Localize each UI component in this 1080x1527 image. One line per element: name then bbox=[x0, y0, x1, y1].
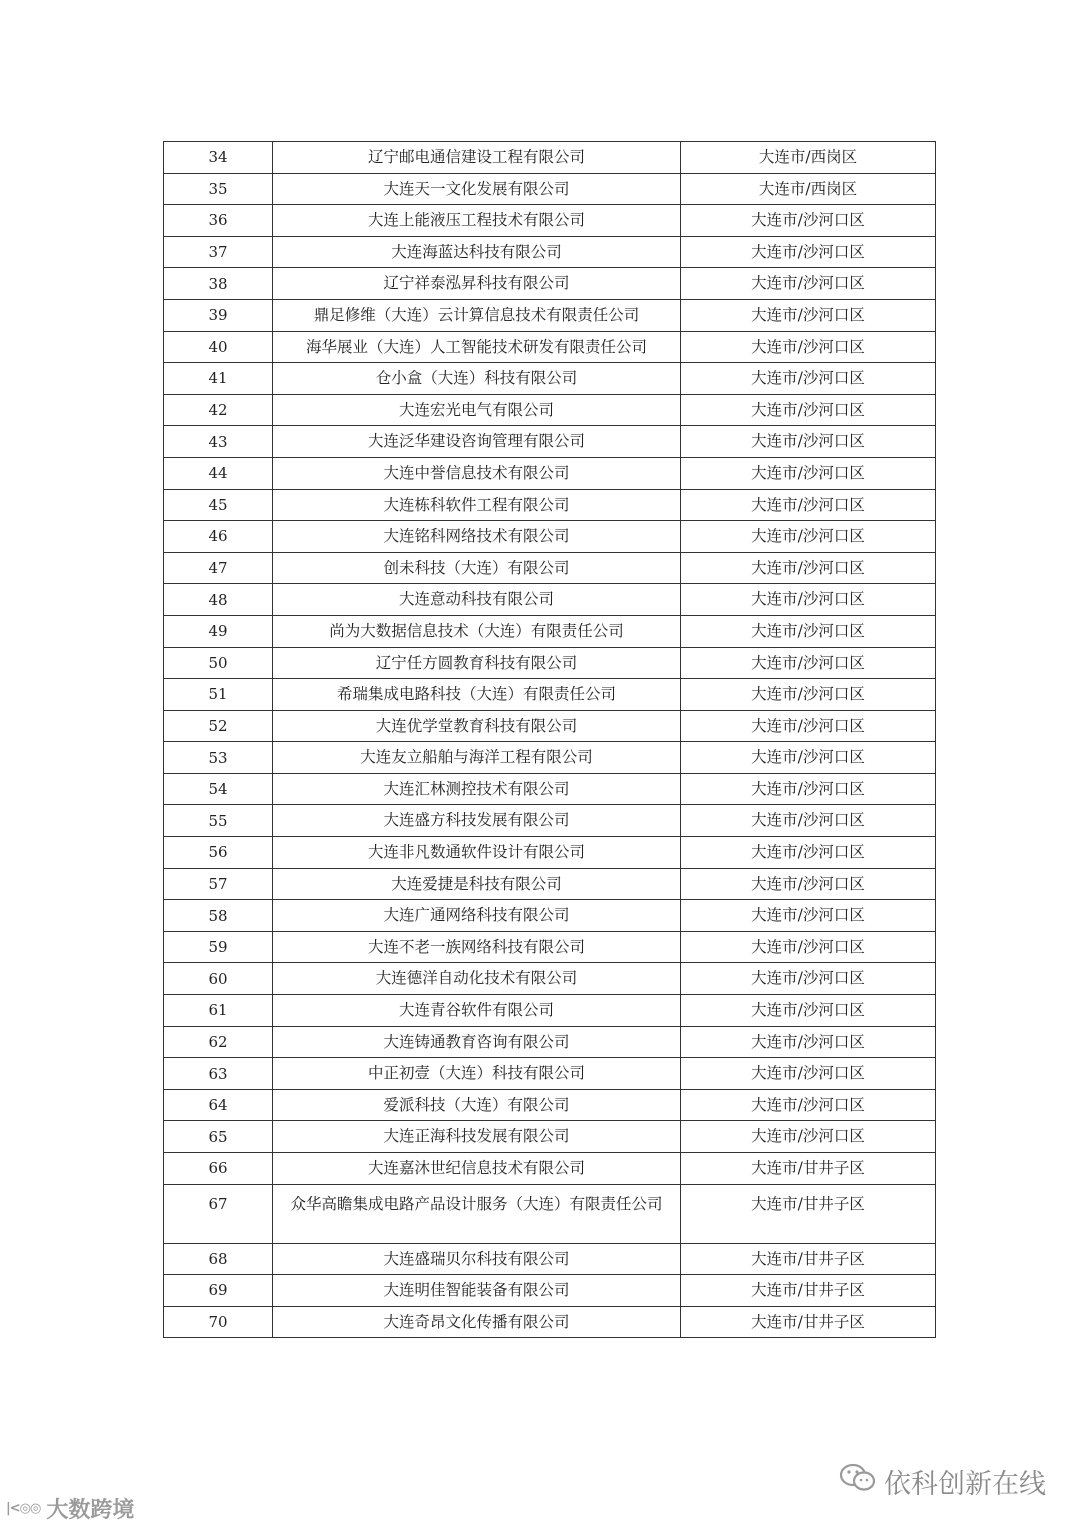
company-region: 大连市/沙河口区 bbox=[681, 331, 936, 363]
company-region: 大连市/沙河口区 bbox=[681, 299, 936, 331]
company-name: 海华展业（大连）人工智能技术研发有限责任公司 bbox=[273, 331, 681, 363]
table-row bbox=[164, 1089, 936, 1121]
company-region: 大连市/沙河口区 bbox=[681, 647, 936, 679]
company-region: 大连市/甘井子区 bbox=[681, 1306, 936, 1338]
company-region: 大连市/沙河口区 bbox=[681, 394, 936, 426]
company-name: 大连德洋自动化技术有限公司 bbox=[273, 963, 681, 995]
row-number: 46 bbox=[164, 521, 273, 553]
company-region: 大连市/甘井子区 bbox=[681, 1184, 936, 1243]
row-number: 48 bbox=[164, 584, 273, 616]
table-row bbox=[164, 868, 936, 900]
company-name: 大连非凡数通软件设计有限公司 bbox=[273, 837, 681, 869]
company-region: 大连市/沙河口区 bbox=[681, 679, 936, 711]
company-region: 大连市/沙河口区 bbox=[681, 268, 936, 300]
row-number: 38 bbox=[164, 268, 273, 300]
row-number: 64 bbox=[164, 1089, 273, 1121]
company-name: 希瑞集成电路科技（大连）有限责任公司 bbox=[273, 679, 681, 711]
table-row bbox=[164, 1275, 936, 1307]
company-name: 大连爱捷是科技有限公司 bbox=[273, 868, 681, 900]
table-row bbox=[164, 205, 936, 237]
table-row bbox=[164, 552, 936, 584]
company-name: 爱派科技（大连）有限公司 bbox=[273, 1089, 681, 1121]
company-name: 大连优学堂教育科技有限公司 bbox=[273, 710, 681, 742]
company-region: 大连市/沙河口区 bbox=[681, 742, 936, 774]
company-name: 中正初壹（大连）科技有限公司 bbox=[273, 1058, 681, 1090]
row-number: 44 bbox=[164, 457, 273, 489]
company-name: 大连嘉沐世纪信息技术有限公司 bbox=[273, 1153, 681, 1185]
table-row bbox=[164, 963, 936, 995]
row-number: 55 bbox=[164, 805, 273, 837]
wechat-icon bbox=[838, 1461, 878, 1502]
row-number: 49 bbox=[164, 615, 273, 647]
row-number: 50 bbox=[164, 647, 273, 679]
table-row bbox=[164, 173, 936, 205]
watermark-account bbox=[838, 1461, 1046, 1501]
table-row bbox=[164, 331, 936, 363]
company-region: 大连市/西岗区 bbox=[681, 142, 936, 174]
company-name: 大连友立船舶与海洋工程有限公司 bbox=[273, 742, 681, 774]
company-region: 大连市/沙河口区 bbox=[681, 868, 936, 900]
company-name: 大连意动科技有限公司 bbox=[273, 584, 681, 616]
company-name: 大连广通网络科技有限公司 bbox=[273, 900, 681, 932]
table-row bbox=[164, 679, 936, 711]
row-number: 54 bbox=[164, 773, 273, 805]
table-row bbox=[164, 1306, 936, 1338]
watermark-brand bbox=[6, 1492, 134, 1524]
company-region: 大连市/沙河口区 bbox=[681, 489, 936, 521]
row-number: 57 bbox=[164, 868, 273, 900]
row-number: 60 bbox=[164, 963, 273, 995]
company-region: 大连市/沙河口区 bbox=[681, 931, 936, 963]
company-list-table bbox=[163, 141, 936, 1338]
brand-logo-icon: |<◎◎ bbox=[6, 1500, 41, 1516]
watermark-account-text: 依科创新在线 bbox=[884, 1468, 1046, 1500]
row-number: 68 bbox=[164, 1243, 273, 1275]
table-row bbox=[164, 1243, 936, 1275]
company-region: 大连市/沙河口区 bbox=[681, 1058, 936, 1090]
company-region: 大连市/沙河口区 bbox=[681, 1089, 936, 1121]
row-number: 65 bbox=[164, 1121, 273, 1153]
company-region: 大连市/沙河口区 bbox=[681, 1026, 936, 1058]
table-row bbox=[164, 489, 936, 521]
row-number: 69 bbox=[164, 1275, 273, 1307]
table-row bbox=[164, 142, 936, 174]
company-name: 大连海蓝达科技有限公司 bbox=[273, 236, 681, 268]
company-region: 大连市/沙河口区 bbox=[681, 584, 936, 616]
row-number: 40 bbox=[164, 331, 273, 363]
company-name: 尚为大数据信息技术（大连）有限责任公司 bbox=[273, 615, 681, 647]
company-name: 辽宁祥泰泓昇科技有限公司 bbox=[273, 268, 681, 300]
row-number: 35 bbox=[164, 173, 273, 205]
company-region: 大连市/沙河口区 bbox=[681, 615, 936, 647]
company-region: 大连市/沙河口区 bbox=[681, 837, 936, 869]
table-row bbox=[164, 394, 936, 426]
company-name: 大连盛方科技发展有限公司 bbox=[273, 805, 681, 837]
table-row bbox=[164, 426, 936, 458]
table-row bbox=[164, 268, 936, 300]
company-region: 大连市/西岗区 bbox=[681, 173, 936, 205]
row-number: 45 bbox=[164, 489, 273, 521]
company-name: 大连栋科软件工程有限公司 bbox=[273, 489, 681, 521]
company-region: 大连市/沙河口区 bbox=[681, 963, 936, 995]
company-name: 众华高瞻集成电路产品设计服务（大连）有限责任公司 bbox=[273, 1184, 681, 1243]
table-row bbox=[164, 299, 936, 331]
company-name: 大连中誉信息技术有限公司 bbox=[273, 457, 681, 489]
company-region: 大连市/沙河口区 bbox=[681, 363, 936, 395]
company-region: 大连市/沙河口区 bbox=[681, 457, 936, 489]
row-number: 43 bbox=[164, 426, 273, 458]
row-number: 62 bbox=[164, 1026, 273, 1058]
company-name: 大连青谷软件有限公司 bbox=[273, 995, 681, 1027]
company-region: 大连市/甘井子区 bbox=[681, 1275, 936, 1307]
company-name: 大连明佳智能装备有限公司 bbox=[273, 1275, 681, 1307]
row-number: 52 bbox=[164, 710, 273, 742]
row-number: 63 bbox=[164, 1058, 273, 1090]
row-number: 47 bbox=[164, 552, 273, 584]
company-name: 大连铸通教育咨询有限公司 bbox=[273, 1026, 681, 1058]
table-row bbox=[164, 615, 936, 647]
table-row bbox=[164, 805, 936, 837]
table-row bbox=[164, 457, 936, 489]
row-number: 39 bbox=[164, 299, 273, 331]
company-name: 大连宏光电气有限公司 bbox=[273, 394, 681, 426]
company-region: 大连市/甘井子区 bbox=[681, 1243, 936, 1275]
company-name: 大连上能液压工程技术有限公司 bbox=[273, 205, 681, 237]
company-region: 大连市/沙河口区 bbox=[681, 236, 936, 268]
row-number: 67 bbox=[164, 1184, 273, 1243]
table-row bbox=[164, 1153, 936, 1185]
company-name: 大连汇林测控技术有限公司 bbox=[273, 773, 681, 805]
row-number: 41 bbox=[164, 363, 273, 395]
table-row bbox=[164, 521, 936, 553]
watermark-brand-text: 大数跨境 bbox=[46, 1497, 135, 1523]
row-number: 53 bbox=[164, 742, 273, 774]
row-number: 66 bbox=[164, 1153, 273, 1185]
company-region: 大连市/沙河口区 bbox=[681, 426, 936, 458]
company-name: 创未科技（大连）有限公司 bbox=[273, 552, 681, 584]
table-row bbox=[164, 1121, 936, 1153]
table-row bbox=[164, 995, 936, 1027]
table-body bbox=[164, 142, 936, 1338]
company-name: 辽宁邮电通信建设工程有限公司 bbox=[273, 142, 681, 174]
company-region: 大连市/沙河口区 bbox=[681, 995, 936, 1027]
company-name: 大连奇昂文化传播有限公司 bbox=[273, 1306, 681, 1338]
company-region: 大连市/甘井子区 bbox=[681, 1153, 936, 1185]
company-name: 大连不老一族网络科技有限公司 bbox=[273, 931, 681, 963]
company-region: 大连市/沙河口区 bbox=[681, 521, 936, 553]
row-number: 37 bbox=[164, 236, 273, 268]
table-row bbox=[164, 900, 936, 932]
company-region: 大连市/沙河口区 bbox=[681, 1121, 936, 1153]
company-region: 大连市/沙河口区 bbox=[681, 710, 936, 742]
table-row bbox=[164, 837, 936, 869]
company-region: 大连市/沙河口区 bbox=[681, 773, 936, 805]
row-number: 51 bbox=[164, 679, 273, 711]
company-region: 大连市/沙河口区 bbox=[681, 205, 936, 237]
company-name: 大连盛瑞贝尔科技有限公司 bbox=[273, 1243, 681, 1275]
company-name: 鼎足修维（大连）云计算信息技术有限责任公司 bbox=[273, 299, 681, 331]
row-number: 42 bbox=[164, 394, 273, 426]
row-number: 36 bbox=[164, 205, 273, 237]
row-number: 56 bbox=[164, 837, 273, 869]
company-name: 大连正海科技发展有限公司 bbox=[273, 1121, 681, 1153]
table-row bbox=[164, 236, 936, 268]
company-region: 大连市/沙河口区 bbox=[681, 552, 936, 584]
table-row bbox=[164, 773, 936, 805]
table-row bbox=[164, 931, 936, 963]
table-row bbox=[164, 1026, 936, 1058]
row-number: 34 bbox=[164, 142, 273, 174]
table-row bbox=[164, 363, 936, 395]
row-number: 59 bbox=[164, 931, 273, 963]
row-number: 58 bbox=[164, 900, 273, 932]
table-row bbox=[164, 647, 936, 679]
table-row bbox=[164, 742, 936, 774]
table-row bbox=[164, 710, 936, 742]
table-row bbox=[164, 584, 936, 616]
row-number: 61 bbox=[164, 995, 273, 1027]
table-row bbox=[164, 1184, 936, 1243]
company-region: 大连市/沙河口区 bbox=[681, 805, 936, 837]
company-name: 大连铭科网络技术有限公司 bbox=[273, 521, 681, 553]
row-number: 70 bbox=[164, 1306, 273, 1338]
company-region: 大连市/沙河口区 bbox=[681, 900, 936, 932]
company-name: 辽宁任方圆教育科技有限公司 bbox=[273, 647, 681, 679]
company-name: 大连天一文化发展有限公司 bbox=[273, 173, 681, 205]
company-name: 大连泛华建设咨询管理有限公司 bbox=[273, 426, 681, 458]
company-name: 仓小盒（大连）科技有限公司 bbox=[273, 363, 681, 395]
table-row bbox=[164, 1058, 936, 1090]
